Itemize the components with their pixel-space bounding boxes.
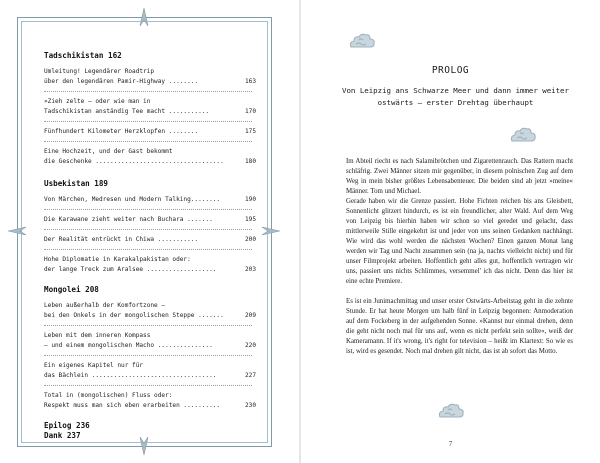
- toc-page-number: 180: [244, 158, 256, 165]
- toc-page-number: 195: [244, 216, 256, 223]
- toc-entry: Total in (mongolischen) Fluss oder: Respekt muss man sich eben erarbeiten .......... 230: [44, 392, 256, 409]
- table-of-contents: [44, 51, 256, 441]
- paragraph: Im Abteil riecht es nach Salamibrötchen und Zigarettenrauch. Das Rattern macht schläfrig. Zwei Männer sitzen mir gegenüber, in diesem polnischen Zug auf dem Weg in mein bisher größtes Lebensabenteuer. Die beiden sind ab jetzt »meine« Männer. Tom und Michael.: [346, 158, 573, 195]
- toc-heading-epilog: Epilog 236: [44, 421, 90, 430]
- cloud-ornament-icon: [348, 32, 376, 54]
- toc-entry: Fünfhundert Kilometer Herzklopfen ........ 175: [44, 128, 256, 135]
- toc-page-number: 190: [244, 196, 256, 203]
- paragraph: Gerade haben wir die Grenze passiert. Hohe Fichten reichen bis ans Gleisbett, Sonnenlicht glitzert hindurch, es ist ein freundlicher, alter Wald. Auf dem Weg von Leipzig bis hierhin haben wir schon so viel geredet und gelacht, dass mittlerweile Stille eingekehrt ist und jeder von uns seinen Gedanken nachhängt. Wie wird das wohl werden die nächsten Wochen? Einen ganzen Monat lang werden wir Tag und Nacht zusammen sein (na ja, nachts vielleicht nicht) und für unser Filmprojekt arbeiten. Hoffentlich geht alles gut, hoffentlich vertragen wir uns, passiert uns nichts Schlimmes, versemmel' ich das nicht. Denn das hier ist eine echte Premiere.: [346, 198, 573, 285]
- toc-page-number: 209: [244, 312, 256, 319]
- toc-page-number: 230: [244, 402, 256, 409]
- toc-page-number: 203: [244, 266, 256, 273]
- toc-entry: Eine Hochzeit, und der Gast bekommt die Geschenke ................................... 180: [44, 148, 256, 165]
- toc-page-number: 163: [244, 78, 256, 85]
- right-page: [301, 0, 600, 463]
- toc-entry: Leben außerhalb der Komfortzone – bei den Onkels in der mongolischen Steppe ....... 209: [44, 302, 256, 319]
- chapter-subtitle: Von Leipzig ans Schwarze Meer und dann immer weiter ostwärts – erster Drehtag überhaupt: [342, 86, 569, 107]
- toc-page-number: 220: [244, 342, 256, 349]
- page-number: 7: [448, 440, 453, 448]
- cloud-ornament-icon: [437, 402, 465, 424]
- toc-entry: Umleitung! Legendärer Roadtrip über den legendären Pamir-Highway ........ 163: [44, 68, 256, 85]
- toc-heading: Tadschikistan 162: [44, 51, 122, 60]
- toc-entry: Hohe Diplomatie in Karakalpakistan oder: der lange Treck zum Aralsee ................... 203: [44, 256, 256, 273]
- toc-page-number: 200: [244, 236, 256, 243]
- left-page: [0, 0, 298, 463]
- toc-entry: Leben mit dem inneren Kompass – und einem mongolischen Macho ............... 220: [44, 332, 256, 349]
- arrow-ornament-top-icon: [139, 8, 149, 26]
- toc-page-number: 227: [244, 372, 256, 379]
- toc-heading: Usbekistan 189: [44, 179, 109, 188]
- cloud-ornament-icon: [509, 126, 537, 148]
- toc-entry: Die Karawane zieht weiter nach Buchara ....... 195: [44, 216, 256, 223]
- chapter-title: PROLOG: [431, 65, 470, 76]
- toc-page-number: 170: [244, 108, 256, 115]
- toc-entry: »Zieh zelte – oder wie man in Tadschikistan anständig Tee macht ........... 170: [44, 98, 256, 115]
- toc-entry: Von Märchen, Medresen und Modern Talking........ 190: [44, 196, 256, 203]
- toc-page-number: 175: [244, 128, 256, 135]
- toc-entry: Ein eigenes Kapitel nur für das Bächlein .................................. 227: [44, 362, 256, 379]
- toc-heading: Mongolei 208: [44, 285, 99, 294]
- arrow-ornament-right-icon: [262, 226, 280, 236]
- paragraph: Es ist ein Junimachmittag und unser erster Ostwärts-Arbeitstag geht in die zehnte Stunde. Er hat heute Morgen um halb fünf in Leipzig begonnen: Anmoderation auf dem Fockeberg in der aufgehenden Sonne. »Kannst nur einmal drehen, denn die geht nicht noch mal für uns auf, wenn es nicht perfekt sein sollte«, weiß der Kameramann. If it's wrong, it's right for television – heißt im Klartext: So wie es ist, wird es gesendet. Noch mal drehen gilt nicht, das ist ab sofort das Motto.: [346, 298, 573, 355]
- toc-entry: Der Realität entrückt in Chiwa ........... 200: [44, 236, 256, 243]
- chapter-body: [346, 157, 573, 357]
- toc-heading-dank: Dank 237: [44, 431, 81, 440]
- arrow-ornament-left-icon: [8, 226, 26, 236]
